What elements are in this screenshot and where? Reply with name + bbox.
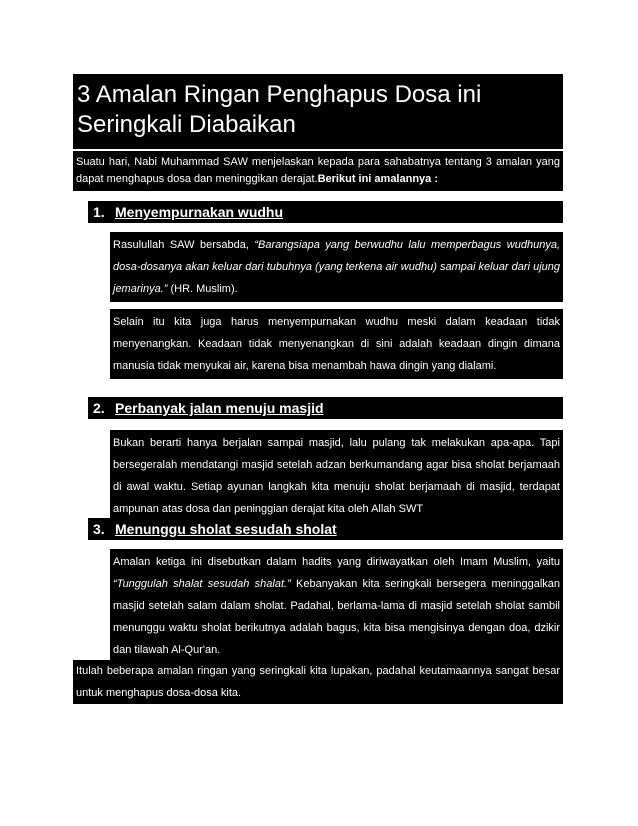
section-1-title: Menyempurnakan wudhu	[115, 204, 284, 220]
section-1-p1-quote: “Barangsiapa yang berwudhu lalu memperbagus wudhunya, dosa-dosanya akan keluar dari tubuhnya (yang terkena air wudhu) sampai keluar dari ujung jemarinya.”	[113, 239, 560, 295]
section-2-paragraph-1: Bukan berarti hanya berjalan sampai masjid, lalu pulang tak melakukan apa-apa. Tapi bersegeralah mendatangi masjid setelah adzan berkumandang agar bisa sholat berjamaah di awal waktu. Setiap ayunan langkah kita menuju sholat berjamaah di masjid, terdapat ampunan atas dosa dan peninggian derajat kita oleh Allah SWT	[110, 430, 563, 522]
section-2-heading	[88, 397, 563, 419]
section-3-p1-quote: “Tunggulah shalat sesudah shalat.”	[113, 578, 291, 590]
section-3-number: 3.	[93, 521, 105, 537]
section-1-paragraph-2: Selain itu kita juga harus menyempurnakan wudhu meski dalam keadaan tidak menyenangkan. Keadaan tidak menyenangkan di sini adalah keadaan dingin dimana manusia tidak menyukai air, karena bisa menambah hawa dingin yang dialami.	[110, 309, 563, 379]
section-3-heading	[88, 518, 563, 540]
intro-paragraph	[73, 151, 563, 191]
intro-bold-text: Berikut ini amalannya :	[317, 173, 439, 185]
closing-paragraph: Itulah beberapa amalan ringan yang seringkali kita lupakan, padahal keutamaannya sangat besar untuk menghapus dosa-dosa kita.	[73, 660, 563, 704]
section-2-title: Perbanyak jalan menuju masjid	[115, 400, 324, 416]
section-1-heading	[88, 201, 563, 223]
section-1-p1-pre: Rasulullah SAW bersabda,	[113, 239, 255, 251]
document-title: 3 Amalan Ringan Penghapus Dosa ini Seringkali Diabaikan	[73, 74, 563, 149]
section-1-p1-post: (HR. Muslim).	[167, 283, 238, 295]
section-1-number: 1.	[93, 204, 105, 220]
section-3-p1-post: Kebanyakan kita seringkali bersegera meninggalkan masjid setelah salam dalam sholat. Padahal, berlama-lama di masjid setelah sholat sambil menunggu waktu sholat berikutnya adalah bagus, kita bisa mengisinya dengan doa, dzikir dan tilawah Al-Qur'an.	[113, 578, 560, 656]
section-3-p1-pre: Amalan ketiga ini disebutkan dalam hadits yang diriwayatkan oleh Imam Muslim, yaitu	[113, 556, 560, 568]
intro-text: Suatu hari, Nabi Muhammad SAW menjelaskan kepada para sahabatnya tentang 3 amalan yang dapat menghapus dosa dan meninggikan derajat.	[76, 156, 560, 185]
section-2-number: 2.	[93, 400, 105, 416]
section-3-paragraph-1	[110, 549, 563, 663]
section-1-paragraph-1	[110, 232, 563, 302]
section-3-title: Menunggu sholat sesudah sholat	[115, 521, 337, 537]
